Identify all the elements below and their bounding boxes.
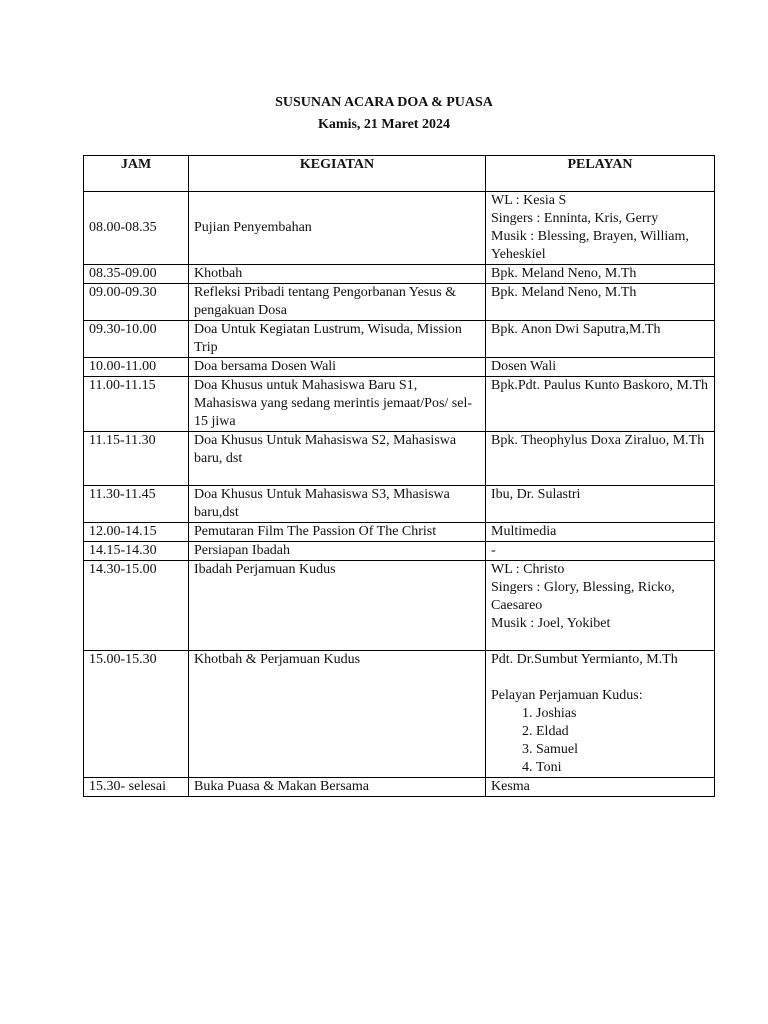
cell-pelayan: Bpk. Theophylus Doxa Ziraluo, M.Th bbox=[486, 432, 715, 486]
cell-kegiatan: Doa Khusus Untuk Mahasiswa S2, Mahasiswa baru, dst bbox=[189, 432, 486, 486]
cell-jam: 15.30- selesai bbox=[84, 778, 189, 797]
pelayan-line: Musik : Joel, Yokibet bbox=[491, 616, 611, 631]
cell-kegiatan: Doa Untuk Kegiatan Lustrum, Wisuda, Mission Trip bbox=[189, 321, 486, 358]
cell-jam: 09.30-10.00 bbox=[84, 321, 189, 358]
cell-kegiatan: Doa bersama Dosen Wali bbox=[189, 358, 486, 377]
cell-pelayan: Bpk.Pdt. Paulus Kunto Baskoro, M.Th bbox=[486, 377, 715, 432]
pelayan-line: WL : Kesia S bbox=[491, 193, 567, 208]
cell-kegiatan: Refleksi Pribadi tentang Pengorbanan Yesus & pengakuan Dosa bbox=[189, 284, 486, 321]
cell-kegiatan: Doa Khusus untuk Mahasiswa Baru S1, Mahasiswa yang sedang merintis jemaat/Pos/ sel-15 jiwa bbox=[189, 377, 486, 432]
cell-jam: 11.00-11.15 bbox=[84, 377, 189, 432]
list-item: 1. Joshias bbox=[536, 705, 709, 723]
document-subtitle: Kamis, 21 Maret 2024 bbox=[318, 117, 450, 132]
document-title: SUSUNAN ACARA DOA & PUASA bbox=[275, 95, 493, 110]
table-header-row bbox=[84, 156, 715, 192]
cell-pelayan bbox=[486, 192, 715, 265]
pelayan-line: Musik : Blessing, Brayen, William, Yeheskiel bbox=[491, 229, 689, 262]
table-row bbox=[84, 778, 715, 797]
cell-pelayan bbox=[486, 651, 715, 778]
cell-pelayan: Multimedia bbox=[486, 523, 715, 542]
cell-pelayan: - bbox=[486, 542, 715, 561]
cell-jam: 09.00-09.30 bbox=[84, 284, 189, 321]
header-jam: JAM bbox=[84, 156, 189, 192]
cell-jam: 08.35-09.00 bbox=[84, 265, 189, 284]
list-item: 3. Samuel bbox=[536, 741, 709, 759]
table-row bbox=[84, 542, 715, 561]
cell-pelayan: Bpk. Meland Neno, M.Th bbox=[486, 284, 715, 321]
table-row bbox=[84, 284, 715, 321]
cell-jam: 10.00-11.00 bbox=[84, 358, 189, 377]
pelayan-list bbox=[491, 705, 709, 777]
header-kegiatan: KEGIATAN bbox=[189, 156, 486, 192]
cell-jam: 15.00-15.30 bbox=[84, 651, 189, 778]
cell-jam: 14.15-14.30 bbox=[84, 542, 189, 561]
cell-kegiatan: Pemutaran Film The Passion Of The Christ bbox=[189, 523, 486, 542]
table-row bbox=[84, 192, 715, 265]
pelayan-line: Singers : Enninta, Kris, Gerry bbox=[491, 211, 659, 226]
pelayan-line: Singers : Glory, Blessing, Ricko, Caesareo bbox=[491, 580, 675, 613]
cell-kegiatan: Doa Khusus Untuk Mahasiswa S3, Mhasiswa baru,dst bbox=[189, 486, 486, 523]
cell-pelayan: Bpk. Anon Dwi Saputra,M.Th bbox=[486, 321, 715, 358]
cell-kegiatan: Ibadah Perjamuan Kudus bbox=[189, 561, 486, 651]
cell-kegiatan: Persiapan Ibadah bbox=[189, 542, 486, 561]
pelayan-line: Pdt. Dr.Sumbut Yermianto, M.Th bbox=[491, 652, 678, 667]
cell-pelayan: Ibu, Dr. Sulastri bbox=[486, 486, 715, 523]
cell-jam: 11.15-11.30 bbox=[84, 432, 189, 486]
cell-jam: 11.30-11.45 bbox=[84, 486, 189, 523]
cell-jam: 12.00-14.15 bbox=[84, 523, 189, 542]
table-row bbox=[84, 651, 715, 778]
list-item: 4. Toni bbox=[536, 759, 709, 777]
cell-jam: 08.00-08.35 bbox=[84, 192, 189, 265]
table-row bbox=[84, 432, 715, 486]
table-row bbox=[84, 377, 715, 432]
cell-pelayan: Kesma bbox=[486, 778, 715, 797]
pelayan-list-title: Pelayan Perjamuan Kudus: bbox=[491, 688, 643, 703]
header-pelayan: PELAYAN bbox=[486, 156, 715, 192]
cell-kegiatan: Khotbah & Perjamuan Kudus bbox=[189, 651, 486, 778]
cell-pelayan: Dosen Wali bbox=[486, 358, 715, 377]
cell-kegiatan: Buka Puasa & Makan Bersama bbox=[189, 778, 486, 797]
table-row bbox=[84, 523, 715, 542]
list-item: 2. Eldad bbox=[536, 723, 709, 741]
cell-kegiatan: Khotbah bbox=[189, 265, 486, 284]
cell-jam: 14.30-15.00 bbox=[84, 561, 189, 651]
table-row bbox=[84, 321, 715, 358]
schedule-table bbox=[83, 155, 715, 797]
cell-pelayan bbox=[486, 561, 715, 651]
table-row bbox=[84, 358, 715, 377]
pelayan-line: WL : Christo bbox=[491, 562, 565, 577]
cell-kegiatan: Pujian Penyembahan bbox=[189, 192, 486, 265]
table-row bbox=[84, 486, 715, 523]
table-row bbox=[84, 561, 715, 651]
cell-pelayan: Bpk. Meland Neno, M.Th bbox=[486, 265, 715, 284]
table-row bbox=[84, 265, 715, 284]
